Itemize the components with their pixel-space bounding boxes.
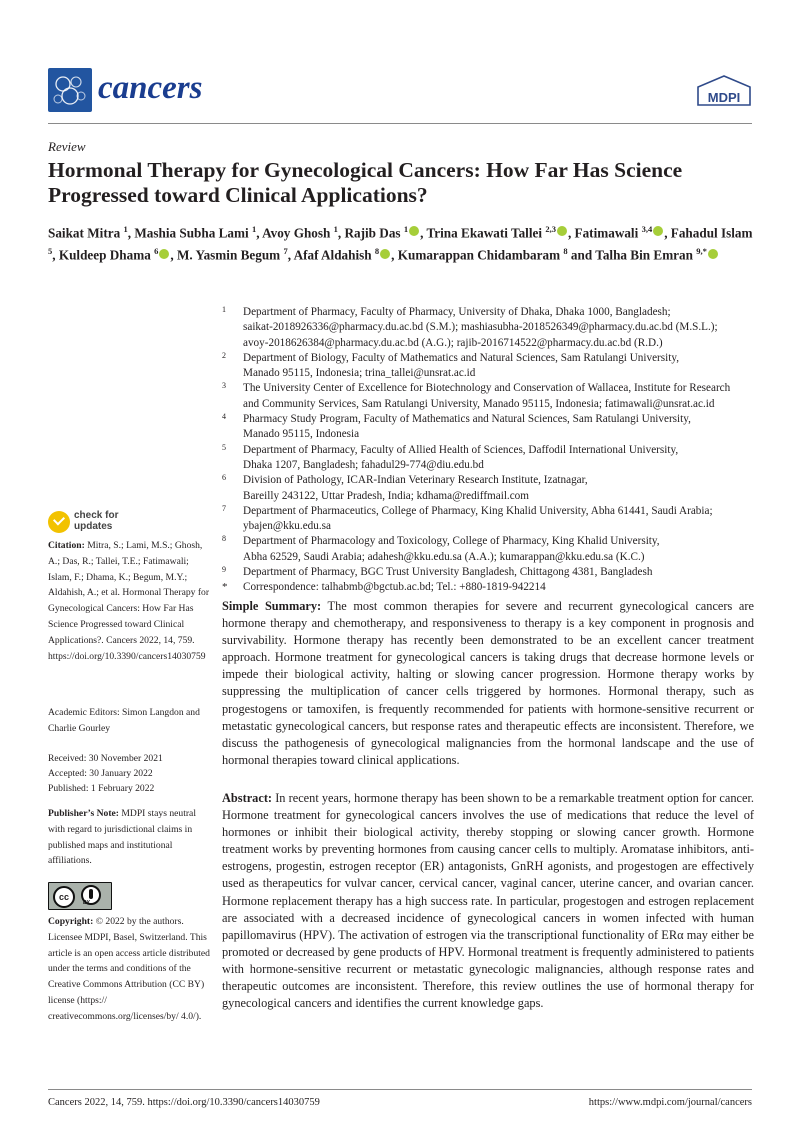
author-separator: ,: [170, 247, 177, 263]
check-for-updates-button[interactable]: [48, 509, 138, 535]
simple-summary-text: The most common therapies for severe and recurrent gynecological cancers are hormone therapy and chemotherapy, and responsiveness to therapy is a key component in prognosis and survivability. Hormone therapy has recently been demonstrated to be an excellent cancer treatment approach. Hormone treatment for gynecological cancers is taking drugs that decrease hormone levels or impede their biological activity, halting or slowing cancer progression. Hormone therapy works by suppressing the multiplication of cancer cells triggered by hormones. Hormonal therapy, such as progestogens or tamoxifen, is frequently recommended for patients with hormone-sensitive recurrent or metastatic gynecological cancers, but response rates and therapeutic effects are inconsistent. Therefore, we discuss the pathogenesis of gynecological malignancies from the hormonal landscape and the use of hormonal therapies toward clinical applications.: [222, 599, 754, 767]
author-affiliation-marker: 9,*: [696, 246, 707, 257]
affiliation-line: Bareilly 243122, Uttar Pradesh, India; kdhama@rediffmail.com: [243, 489, 529, 502]
affiliation-line: Department of Pharmacology and Toxicology, College of Pharmacy, King Khalid University,: [243, 535, 660, 548]
footer-journal-link[interactable]: https://www.mdpi.com/journal/cancers: [588, 1097, 752, 1108]
check-updates-line2: updates: [74, 521, 113, 532]
affiliation-item: [222, 534, 754, 565]
by-label: BY: [83, 900, 90, 906]
author-name: Kuldeep Dhama: [58, 247, 151, 263]
affiliation-item: [222, 412, 754, 443]
affiliation-number: 7: [222, 503, 226, 513]
publisher-name: MDPI: [707, 90, 741, 105]
affiliation-item: [222, 443, 754, 474]
affiliation-number: 2: [222, 350, 226, 360]
cc-icon: cc: [53, 886, 75, 908]
author-separator: ,: [287, 247, 294, 263]
affiliation-number: 6: [222, 473, 226, 483]
affiliation-line: Manado 95115, Indonesia: [243, 428, 360, 441]
orcid-icon[interactable]: [708, 249, 718, 259]
author-separator: ,: [567, 225, 575, 241]
simple-summary: [222, 598, 754, 769]
author-name: Saikat Mitra: [48, 225, 121, 241]
affiliation-line: Department of Pharmacy, Faculty of Pharmacy, University of Dhaka, Dhaka 1000, Bangladesh;: [243, 306, 671, 318]
citation-block: [48, 538, 213, 664]
affiliation-item: [222, 381, 754, 412]
simple-summary-label: Simple Summary:: [222, 599, 322, 613]
author-affiliation-marker: 8: [563, 246, 568, 257]
affiliation-line: The University Center of Excellence for Biotechnology and Conservation of Wallacea, Institute for Research: [243, 382, 731, 395]
citation-text: Mitra, S.; Lami, M.S.; Ghosh, A.; Das, R.; Tallei, T.E.; Fatimawali; Islam, F.; Dhama, K.; Begum, M.Y.; Aldahish, A.; et al. Hormonal Therapy for Gynecological Cancers: How Far Has Science Progressed toward Clinical Applications?. Cancers 2022, 14, 759. https://doi.org/10.3390/cancers14030759: [48, 540, 210, 662]
orcid-icon[interactable]: [380, 249, 390, 259]
orcid-icon[interactable]: [159, 249, 169, 259]
affiliation-item: [222, 565, 754, 580]
author-separator: ,: [52, 247, 59, 263]
footer-divider: [48, 1089, 752, 1090]
accepted-date: Accepted: 30 January 2022: [48, 768, 153, 779]
abstract-label: Abstract:: [222, 791, 273, 805]
affiliation-line: Pharmacy Study Program, Faculty of Mathematics and Natural Sciences, Sam Ratulangi University,: [243, 413, 691, 426]
author-separator: ,: [256, 225, 263, 241]
author-name: Rajib Das: [344, 225, 401, 241]
author-affiliation-marker: 1: [333, 224, 338, 234]
affiliation-item: [222, 580, 754, 595]
affiliation-item: [222, 351, 754, 382]
copyright-block: [48, 914, 213, 1025]
author-affiliation-marker: 7: [283, 246, 288, 257]
header-divider: [48, 123, 752, 124]
cc-by-license-badge[interactable]: [48, 882, 112, 910]
author-name: and Talha Bin Emran: [570, 247, 693, 263]
affiliation-line: Correspondence: talhabmb@bgctub.ac.bd; Tel.: +880-1819-942214: [243, 581, 546, 594]
article-type: Review: [48, 139, 86, 154]
author-separator: ,: [420, 225, 427, 241]
affiliation-line: Department of Pharmacy, Faculty of Allied Health of Sciences, Daffodil International University,: [243, 443, 679, 456]
affiliation-line: saikat-2018926336@pharmacy.du.ac.bd (S.M.); mashiasubha-2018526349@pharmacy.du.ac.bd (M.S.L.);: [243, 321, 718, 334]
affiliation-item: [222, 473, 754, 504]
publisher-note: [48, 806, 213, 869]
affiliation-line: Department of Pharmaceutics, College of Pharmacy, King Khalid University, Abha 61441, Saudi Arabia;: [243, 504, 713, 517]
author-separator: ,: [664, 225, 671, 241]
author-name: Fatimawali: [574, 225, 639, 241]
check-updates-line1: check for: [74, 510, 119, 521]
author-list: [48, 220, 754, 265]
affiliation-line: Manado 95115, Indonesia; trina_tallei@unsrat.ac.id: [243, 367, 476, 380]
affiliation-line: Dhaka 1207, Bangladesh; fahadul29-774@diu.edu.bd: [243, 458, 484, 471]
copyright-text: © 2022 by the authors. Licensee MDPI, Basel, Switzerland. This article is an open access article distributed under the terms and conditions of the Creative Commons Attribution (CC BY) license (https:// creativecommons.org/licenses/by/ 4.0/).: [48, 916, 210, 1022]
affiliation-line: Department of Biology, Faculty of Mathematics and Natural Sciences, Sam Ratulangi University,: [243, 351, 679, 364]
orcid-icon[interactable]: [653, 226, 663, 236]
author-affiliation-marker: 5: [48, 246, 53, 257]
publisher-note-text: MDPI stays neutral with regard to jurisdictional claims in published maps and institutional affiliations.: [48, 808, 196, 867]
citation-label: Citation:: [48, 540, 85, 551]
author-affiliation-marker: 6: [154, 246, 159, 257]
abstract-text: In recent years, hormone therapy has been shown to be a remarkable treatment option for cancer. Hormone treatment for gynecological cancers involves the use of medications that reduce the level of hormones or inhibit their biological activity, thereby stopping or slowing cancer growth. Hormone treatment works by preventing hormones from causing cancer cells to multiply. Aromatase inhibitors, anti-estrogens, progestin, estrogen receptor (ER) antagonists, GnRH agonists, and progestogen are effectively used as therapeutics for vulvar cancer, cervical cancer, vaginal cancer, uterine cancer, and ovarian cancer. Hormone replacement therapy has a high success rate. In particular, progestogen and estrogen replacement are associated with a decreased incidence of gynecological cancers in women infected with human papillomavirus (HPV). The activation of estrogen via the transcriptional functionality of ERα may either be promoted or decreased by gene products of HPV. Hormonal treatment is frequently administered to patients with hormone-sensitive recurrent or metastatic gynecologic malignancies, although response rates and therapeutic outcomes are inconsistent. Therefore, this review outlines the use of hormonal therapy for gynecological cancers and identifies the current knowledge gaps.: [222, 791, 754, 1011]
author-name: Trina Ekawati Tallei: [426, 225, 543, 241]
affiliation-line: Division of Pathology, ICAR-Indian Veterinary Research Institute, Izatnagar,: [243, 474, 588, 487]
copyright-label: Copyright:: [48, 916, 94, 927]
author-affiliation-marker: 3,4: [641, 224, 653, 234]
footer-citation: Cancers 2022, 14, 759. https://doi.org/10.3390/cancers14030759: [48, 1097, 320, 1108]
affiliation-item: [222, 504, 754, 535]
affiliation-number: 3: [222, 381, 226, 391]
affiliation-number: 9: [222, 565, 226, 575]
author-affiliation-marker: 1: [403, 224, 409, 234]
affiliation-line: and Community Services, Sam Ratulangi University, Manado 95115, Indonesia; fatimawali@unsrat.ac.id: [243, 397, 715, 410]
affiliation-item: [222, 305, 754, 351]
author-name: Mashia Subha Lami: [134, 225, 249, 241]
author-name: Kumarappan Chidambaram: [397, 247, 561, 263]
author-name: Afaf Aldahish: [293, 247, 372, 263]
author-affiliation-marker: 2,3: [545, 224, 556, 234]
orcid-icon[interactable]: [409, 226, 419, 236]
author-separator: ,: [127, 225, 135, 241]
received-date: Received: 30 November 2021: [48, 753, 163, 764]
affiliation-line: ybajen@kku.edu.sa: [243, 520, 331, 533]
orcid-icon[interactable]: [557, 226, 567, 236]
journal-logo-icon: [48, 68, 92, 112]
journal-name: cancers: [98, 70, 203, 106]
author-name: M. Yasmin Begum: [176, 247, 281, 263]
abstract: [222, 790, 754, 1012]
author-affiliation-marker: 8: [374, 246, 380, 257]
article-title: Hormonal Therapy for Gynecological Cancers: How Far Has Science Progressed toward Clinical Applications?: [48, 158, 683, 207]
affiliation-number: 5: [222, 442, 226, 452]
publisher-note-label: Publisher’s Note:: [48, 808, 119, 819]
author-separator: ,: [337, 225, 345, 241]
author-affiliation-marker: 1: [123, 224, 128, 234]
affiliation-line: Abha 62529, Saudi Arabia; adahesh@kku.edu.sa (A.A.); kumarappan@kku.edu.sa (K.C.): [243, 550, 645, 563]
author-separator: ,: [391, 247, 398, 263]
affiliation-number: 1: [222, 305, 226, 314]
affiliation-line: Department of Pharmacy, BGC Trust University Bangladesh, Chittagong 4381, Bangladesh: [243, 566, 653, 579]
affiliation-number: *: [222, 581, 228, 594]
mdpi-logo-icon: [696, 75, 752, 109]
affiliations: [222, 305, 754, 596]
affiliation-number: 4: [222, 412, 226, 422]
academic-editors: Academic Editors: Simon Langdon and Charlie Gourley: [48, 707, 200, 734]
author-affiliation-marker: 1: [251, 224, 257, 234]
affiliation-line: avoy-2018626384@pharmacy.du.ac.bd (A.G.); rajib-2016714522@pharmacy.du.ac.bd (R.D.): [243, 336, 663, 349]
checkmark-icon: [48, 511, 70, 533]
affiliation-number: 8: [222, 534, 226, 544]
author-name: Fahadul Islam: [670, 225, 753, 241]
published-date: Published: 1 February 2022: [48, 783, 155, 794]
author-name: Avoy Ghosh: [262, 225, 331, 241]
